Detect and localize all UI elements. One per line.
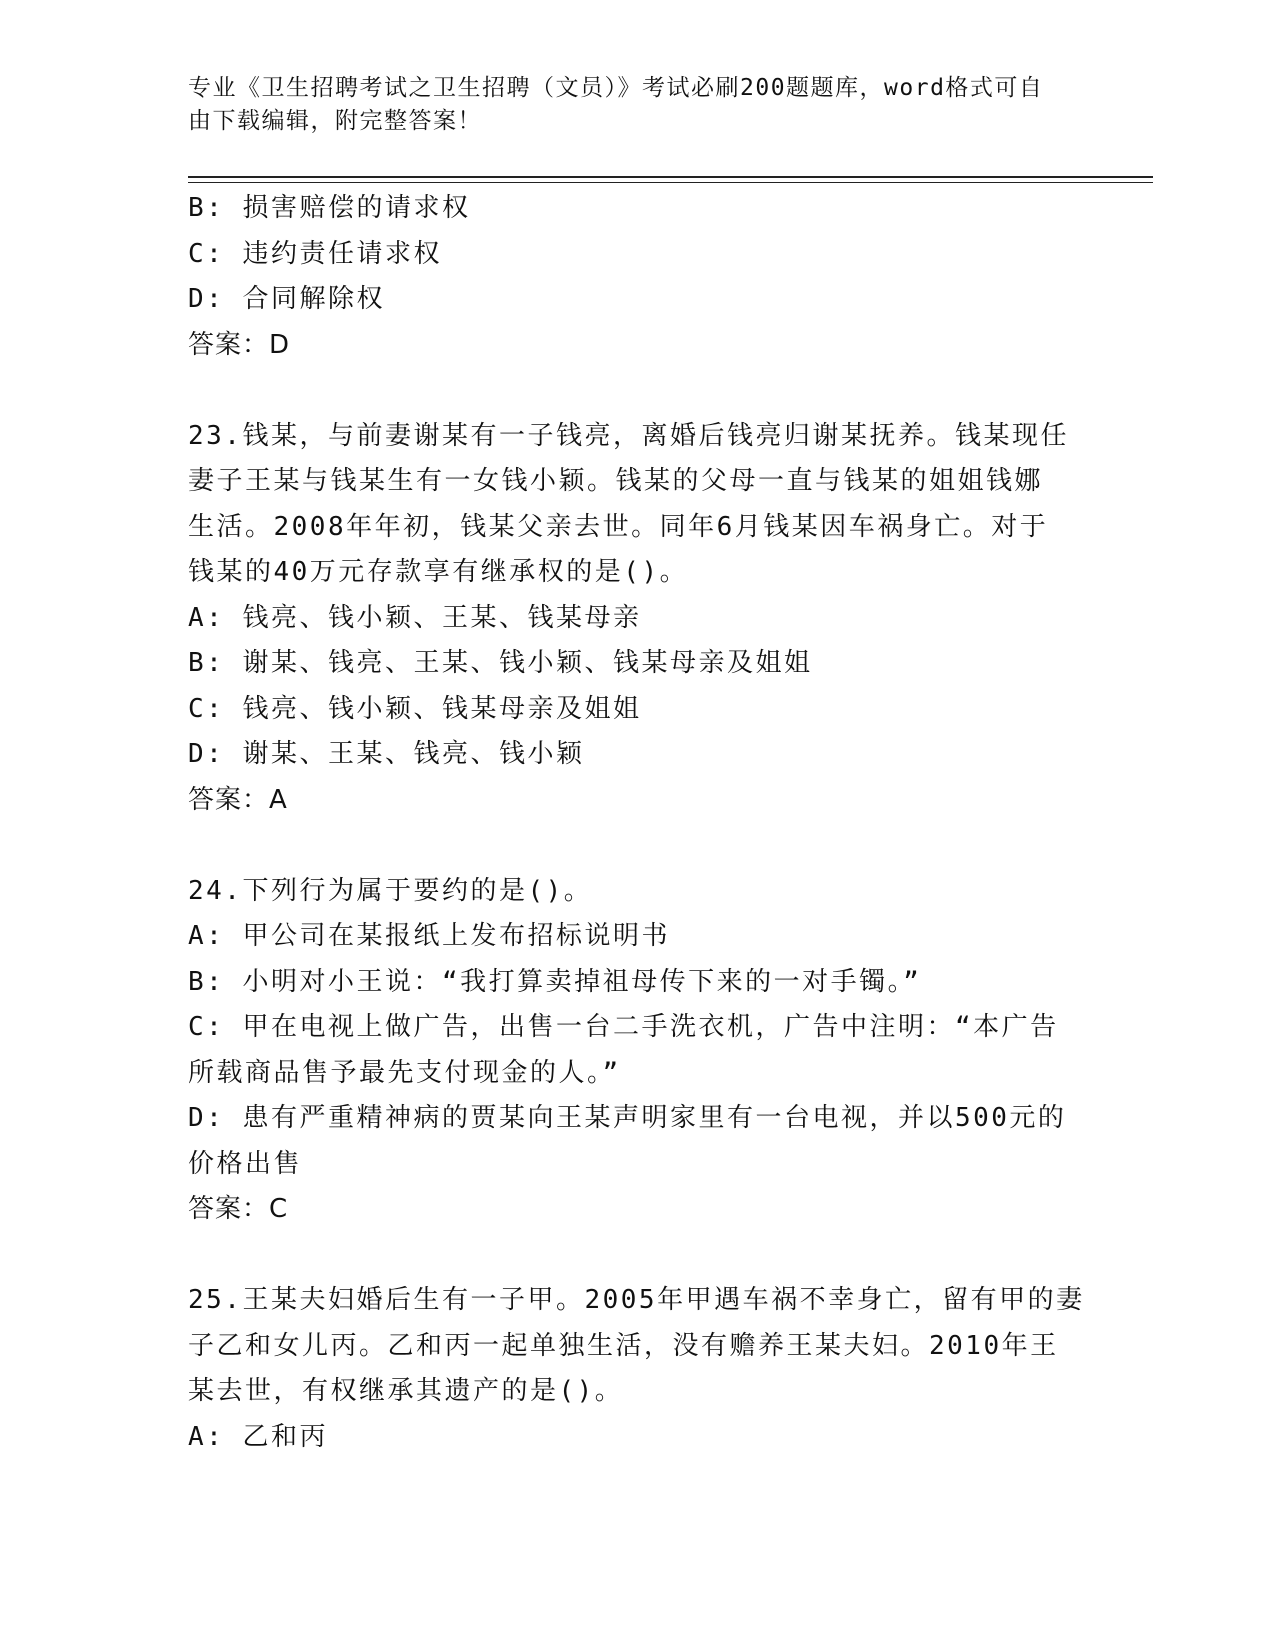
option-d: D: 患有严重精神病的贾某向王某声明家里有一台电视，并以500元的 <box>188 1103 1067 1133</box>
option-d: D: 谢某、王某、钱亮、钱小颖 <box>188 739 585 769</box>
answer-line: 答案：C <box>188 1194 289 1224</box>
option-c-continued: 所载商品售予最先支付现金的人。” <box>188 1057 621 1088</box>
option-c: C: 甲在电视上做广告，出售一台二手洗衣机，广告中注明：“本广告 <box>188 1012 1059 1042</box>
option-d: D: 合同解除权 <box>188 284 385 314</box>
question-stem-line: 钱某的40万元存款享有继承权的是()。 <box>188 557 689 587</box>
option-a: A: 乙和丙 <box>188 1421 328 1452</box>
option-c: C: 钱亮、钱小颖、钱某母亲及姐姐 <box>188 693 642 724</box>
page-header <box>188 72 1078 138</box>
header-line-1: 专业《卫生招聘考试之卫生招聘（文员）》考试必刷200题题库，word格式可自 <box>188 75 1044 101</box>
question-content <box>188 186 1088 1460</box>
answer-line: 答案：D <box>188 329 291 360</box>
header-divider-thin <box>188 182 1153 183</box>
answer-line: 答案：A <box>188 784 288 815</box>
question-stem-line: 妻子王某与钱某生有一女钱小颖。钱某的父母一直与钱某的姐姐钱娜 <box>188 466 1044 496</box>
question-23 <box>188 414 1088 824</box>
question-stem-line: 23.钱某，与前妻谢某有一子钱亮，离婚后钱亮归谢某抚养。钱某现任 <box>188 420 1069 451</box>
option-c: C: 违约责任请求权 <box>188 238 442 269</box>
question-stem-line: 子乙和女儿丙。乙和丙一起单独生活，没有赡养王某夫妇。2010年王 <box>188 1330 1059 1361</box>
header-divider-thick <box>188 176 1153 178</box>
option-b: B: 损害赔偿的请求权 <box>188 193 471 223</box>
option-d-continued: 价格出售 <box>188 1148 303 1179</box>
option-b: B: 小明对小王说：“我打算卖掉祖母传下来的一对手镯。” <box>188 966 922 997</box>
question-stem-line: 25.王某夫妇婚后生有一子甲。2005年甲遇车祸不幸身亡，留有甲的妻 <box>188 1285 1085 1315</box>
question-stem-line: 生活。2008年年初，钱某父亲去世。同年6月钱某因车祸身亡。对于 <box>188 511 1049 542</box>
question-25 <box>188 1278 1088 1460</box>
option-a: A: 钱亮、钱小颖、王某、钱某母亲 <box>188 602 642 633</box>
option-b: B: 谢某、钱亮、王某、钱小颖、钱某母亲及姐姐 <box>188 648 813 678</box>
option-a: A: 甲公司在某报纸上发布招标说明书 <box>188 921 670 951</box>
question-stem-line: 某去世，有权继承其遗产的是()。 <box>188 1376 624 1406</box>
question-stem-line: 24.下列行为属于要约的是()。 <box>188 875 593 906</box>
prev-question-block <box>188 186 1088 368</box>
header-line-2: 由下载编辑，附完整答案！ <box>188 108 482 134</box>
question-24 <box>188 869 1088 1233</box>
